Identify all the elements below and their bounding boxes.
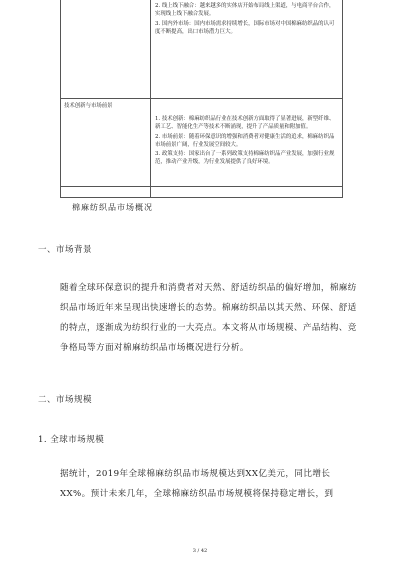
summary-table [60, 0, 343, 198]
document-title: 棉麻纺织品市场概况 [72, 203, 153, 212]
table-row-divider [61, 98, 342, 99]
body-paragraph: 随着全球环保意识的提升和消费者对天然、舒适纺织品的偏好增加，棉麻纺织品市场近年来呈现出快速增长的态势。棉麻纺织品以其天然、环保、舒适的特点，逐渐成为纺织行业的一大亮点。本文将从市场规模、产品结构、竞争格局等方面对棉麻纺织品市场概况进行分析。 [60, 283, 357, 353]
table-cell-text: 3. 国内外市场：国内市场需求持续增长，国际市场对中国棉麻纺织品的认可度不断提高，出口市场潜力巨大。 [155, 20, 335, 35]
body-paragraph: 据统计，2019年全球棉麻纺织品市场规模达到XX亿美元，同比增长XX%。预计未来几年，全球棉麻纺织品市场规模将保持稳定增长，到 [60, 469, 334, 499]
table-cell-text: 3. 政策支持：国家出台了一系列政策支持棉麻纺织品产业发展，加强行业规范，推动产业升级，为行业发展提供了良好环境。 [155, 151, 335, 166]
table-cell-text: 2. 市场前景：随着环保意识的增强和消费者对健康生活的追求，棉麻纺织品市场前景广阔，行业发展空间较大。 [155, 133, 335, 148]
table-cell-text: 1. 技术创新：棉麻纺织品行业在技术创新方面取得了显著进展，新型纤维、新工艺、智能化生产等技术不断涌现，提升了产品质量和附加值。 [155, 116, 335, 131]
section-heading: 二、市场规模 [38, 395, 93, 405]
table-row-divider [61, 186, 342, 187]
section-heading: 一、市场背景 [38, 245, 93, 255]
page-number: 3 / 42 [192, 548, 208, 554]
table-row-label: 技术创新与市场前景 [64, 103, 113, 109]
subsection-heading: 1. 全球市场规模 [38, 435, 105, 445]
table-cell-text: 2. 线上线下融合：越来越多的实体店开始布局线上渠道，与电商平台合作，实现线上线下融合发展。 [155, 3, 335, 18]
